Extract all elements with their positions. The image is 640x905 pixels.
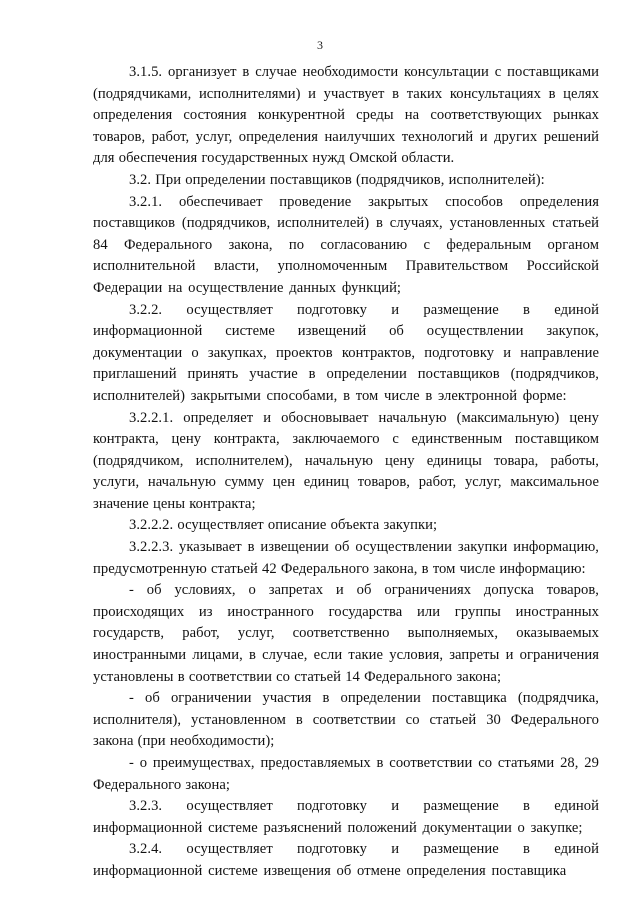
paragraph-3-2-2: 3.2.2. осуществляет подготовку и размещение в единой информационной системе извещений об осуществлении закупок, документации о закупках, проектов контрактов, подготовку и направление приглашений принять участие в определении поставщиков (подрядчиков, исполнителей) закрытыми способами, в том числе в электронной форме: [93, 301, 599, 404]
paragraph-3-2: 3.2. При определении поставщиков (подрядчиков, исполнителей): [129, 171, 545, 188]
list-item-conditions: - об условиях, о запретах и об ограничениях допуска товаров, происходящих из иностранного государства или группы иностранных государств, работ, услуг, соответственно выполняемых, оказываемых иностранными лицами, в случае, если такие условия, запреты и ограничения установлены в соответствии со статьей 14 Федерального закона; [93, 582, 599, 685]
paragraph-3-2-1: 3.2.1. обеспечивает проведение закрытых способов определения поставщиков (подрядчиков, исполнителей) в случаях, установленных статьей 84 Федерального закона, по согласованию с федеральным органом исполнительной власти, уполномоченным Правительством Российской Федерации на осуществление данных функций; [93, 193, 599, 296]
paragraph-3-2-4: 3.2.4. осуществляет подготовку и размещение в единой информационной системе извещения об отмене определения поставщика [93, 841, 599, 879]
list-item-participation-limit: - об ограничении участия в определении поставщика (подрядчика, исполнителя), установленном в соответствии со статьей 30 Федерального закона (при необходимости); [93, 690, 599, 750]
paragraph-3-1-5: 3.1.5. организует в случае необходимости консультации с поставщиками (подрядчиками, исполнителями) и участвует в таких консультациях в целях определения состояния конкурентной среды на соответствующих рынках товаров, работ, услуг, определения наилучших технологий и других решений для обеспечения государственных нужд Омской области. [93, 64, 599, 167]
list-item-advantages: - о преимуществах, предоставляемых в соответствии со статьями 28, 29 Федерального закона; [93, 755, 599, 793]
document-body [93, 62, 599, 883]
paragraph-3-2-2-3: 3.2.2.3. указывает в извещении об осуществлении закупки информацию, предусмотренную статьей 42 Федерального закона, в том числе информацию: [93, 539, 599, 577]
paragraph-3-2-2-1: 3.2.2.1. определяет и обосновывает начальную (максимальную) цену контракта, цену контракта, заключаемого с единственным поставщиком (подрядчиком, исполнителем), начальную цену единицы товара, работы, услуги, начальную сумму цен единиц товаров, работ, услуг, максимальное значение цены контракта; [93, 409, 599, 512]
page-number: 3 [317, 38, 323, 52]
paragraph-3-2-2-2: 3.2.2.2. осуществляет описание объекта закупки; [129, 517, 438, 534]
paragraph-3-2-3: 3.2.3. осуществляет подготовку и размещение в единой информационной системе разъяснений положений документации о закупке; [93, 798, 599, 836]
